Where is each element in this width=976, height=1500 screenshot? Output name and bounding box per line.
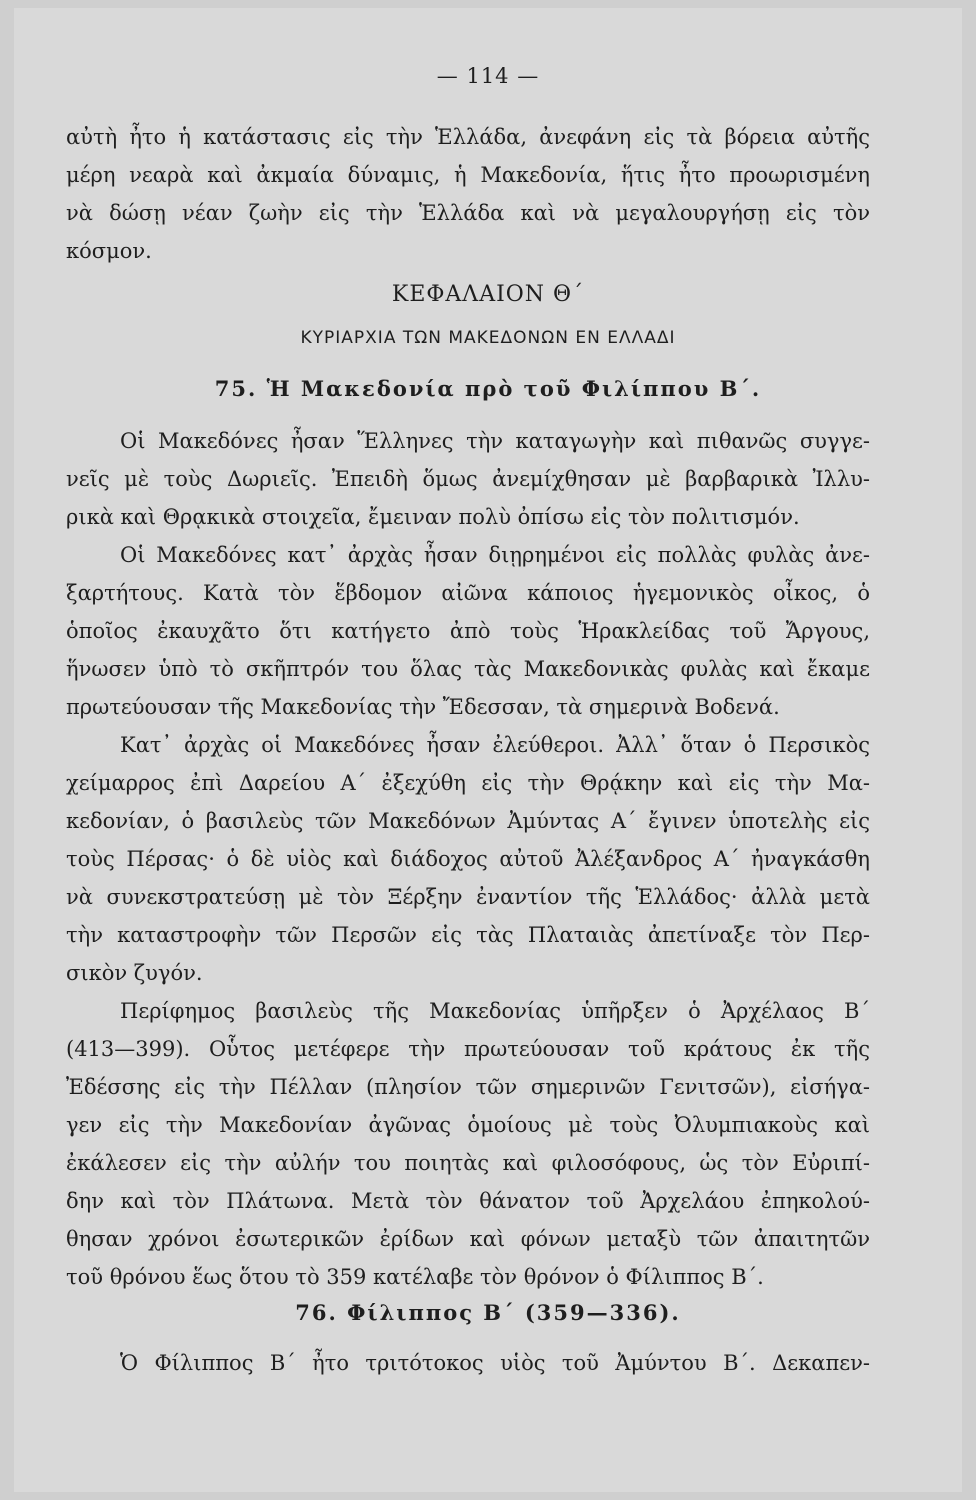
text-line: τοὺς Πέρσας· ὁ δὲ υἱὸς καὶ διάδοχος αὐτοῦ Ἀλέξανδρος Α΄ ἠναγκάσθη xyxy=(66,847,870,871)
text-line: τὴν καταστροφὴν τῶν Περσῶν εἰς τὰς Πλαταιὰς ἀπετίναξε τὸν Περ- xyxy=(66,923,870,947)
text-line: Ὁ Φίλιππος Β΄ ἦτο τριτότοκος υἱὸς τοῦ Ἀμύντου Β΄. Δεκαπεν- xyxy=(120,1351,870,1375)
text-line: θησαν χρόνοι ἐσωτερικῶν ἐρίδων καὶ φόνων μεταξὺ τῶν ἀπαιτητῶν xyxy=(66,1227,870,1251)
text-line: Περίφημος βασιλεὺς τῆς Μακεδονίας ὑπῆρξεν ὁ Ἀρχέλαος Β΄ xyxy=(120,999,870,1023)
text-line: χείμαρρος ἐπὶ Δαρείου Α΄ ἐξεχύθη εἰς τὴν Θρᾴκην καὶ εἰς τὴν Μα- xyxy=(66,771,870,795)
text-line: Οἱ Μακεδόνες κατ᾽ ἀρχὰς ἦσαν διῃρημένοι εἰς πολλὰς φυλὰς ἀνε- xyxy=(120,543,870,567)
page-number: — 114 — xyxy=(436,64,540,88)
text-line: Κατ᾽ ἀρχὰς οἱ Μακεδόνες ἦσαν ἐλεύθεροι. Ἀλλ᾽ ὅταν ὁ Περσικὸς xyxy=(120,733,870,757)
text-line: Οἱ Μακεδόνες ἦσαν Ἕλληνες τὴν καταγωγὴν καὶ πιθανῶς συγγε- xyxy=(120,429,870,453)
text-line: (413—399). Οὗτος μετέφερε τὴν πρωτεύουσαν τοῦ κράτους ἐκ τῆς xyxy=(66,1037,870,1061)
text-line: γεν εἰς τὴν Μακεδονίαν ἀγῶνας ὁμοίους μὲ τοὺς Ὀλυμπιακοὺς καὶ xyxy=(66,1113,870,1137)
text-line: ἥνωσεν ὑπὸ τὸ σκῆπτρόν του ὅλας τὰς Μακεδονικὰς φυλὰς καὶ ἔκαμε xyxy=(66,657,870,681)
text-line: αὐτὴ ἦτο ἡ κατάστασις εἰς τὴν Ἑλλάδα, ἀνεφάνη εἰς τὰ βόρεια αὐτῆς xyxy=(66,125,870,149)
text-line: τοῦ θρόνου ἕως ὅτου τὸ 359 κατέλαβε τὸν θρόνον ὁ Φίλιππος Β΄. xyxy=(66,1265,764,1289)
text-line: κόσμον. xyxy=(66,239,152,263)
chapter-subtitle: ΚΥΡΙΑΡΧΙΑ ΤΩΝ ΜΑΚΕΔΟΝΩΝ ΕΝ ΕΛΛΑΔΙ xyxy=(300,328,676,348)
section-75-heading: 75. Ἡ Μακεδονία πρὸ τοῦ Φιλίππου Β΄. xyxy=(214,376,762,401)
section-76-heading: 76. Φίλιππος Β΄ (359—336). xyxy=(295,1300,681,1325)
text-line: πρωτεύουσαν τῆς Μακεδονίας τὴν Ἔδεσσαν, τὰ σημερινὰ Βοδενά. xyxy=(66,695,780,719)
text-line: ρικὰ καὶ Θρᾳκικὰ στοιχεῖα, ἔμειναν πολὺ ὀπίσω εἰς τὸν πολιτισμόν. xyxy=(66,505,800,529)
text-line: κεδονίαν, ὁ βασιλεὺς τῶν Μακεδόνων Ἀμύντας Α΄ ἔγινεν ὑποτελὴς εἰς xyxy=(66,809,870,833)
chapter-title: ΚΕΦΑΛΑΙΟΝ Θ΄ xyxy=(391,282,585,307)
text-line: ὁποῖος ἐκαυχᾶτο ὅτι κατήγετο ἀπὸ τοὺς Ἡρακλείδας τοῦ Ἄργους, xyxy=(66,619,870,643)
text-line: μέρη νεαρὰ καὶ ἀκμαία δύναμις, ἡ Μακεδονία, ἥτις ἦτο προωρισμένη xyxy=(66,163,870,187)
text-line: δην καὶ τὸν Πλάτωνα. Μετὰ τὸν θάνατον τοῦ Ἀρχελάου ἐπηκολού- xyxy=(66,1189,870,1213)
text-line: Ἐδέσσης εἰς τὴν Πέλλαν (πλησίον τῶν σημερινῶν Γενιτσῶν), εἰσήγα- xyxy=(66,1075,870,1099)
text-line: νεῖς μὲ τοὺς Δωριεῖς. Ἐπειδὴ ὅμως ἀνεμίχθησαν μὲ βαρβαρικὰ Ἰλλυ- xyxy=(66,467,870,491)
text-line: σικὸν ζυγόν. xyxy=(66,961,203,985)
text-line: νὰ δώσῃ νέαν ζωὴν εἰς τὴν Ἑλλάδα καὶ νὰ μεγαλουργήσῃ εἰς τὸν xyxy=(66,201,870,225)
text-line: ξαρτήτους. Κατὰ τὸν ἕβδομον αἰῶνα κάποιος ἡγεμονικὸς οἶκος, ὁ xyxy=(66,581,870,605)
text-line: ἐκάλεσεν εἰς τὴν αὐλήν του ποιητὰς καὶ φιλοσόφους, ὡς τὸν Εὐριπί- xyxy=(66,1151,870,1175)
text-line: νὰ συνεκστρατεύσῃ μὲ τὸν Ξέρξην ἐναντίον τῆς Ἑλλάδος· ἀλλὰ μετὰ xyxy=(66,885,870,909)
